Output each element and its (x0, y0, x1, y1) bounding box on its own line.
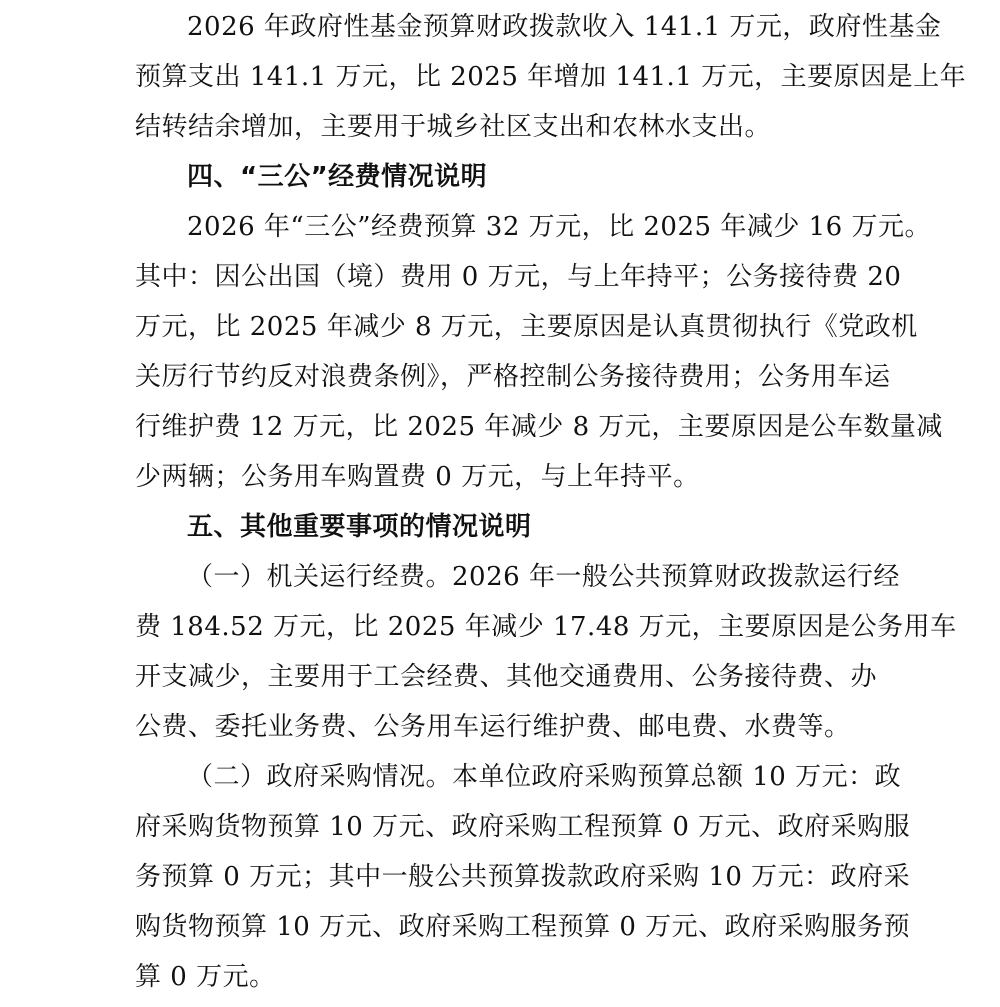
section-heading-four: 四、“三公”经费情况说明 (187, 162, 488, 192)
section-heading-five: 五、其他重要事项的情况说明 (187, 512, 532, 542)
paragraph-line: 务预算 0 万元；其中一般公共预算拨款政府采购 10 万元：政府采 (135, 862, 911, 892)
paragraph-line: 购货物预算 10 万元、政府采购工程预算 0 万元、政府采购服务预 (135, 912, 911, 942)
paragraph-line: 关厉行节约反对浪费条例》，严格控制公务接待费用；公务用车运 (135, 362, 891, 392)
paragraph-line: 行维护费 12 万元，比 2025 年减少 8 万元，主要原因是公车数量减 (135, 412, 943, 442)
paragraph-line: 其中：因公出国（境）费用 0 万元，与上年持平；公务接待费 20 (135, 262, 902, 292)
paragraph-line: 2026 年政府性基金预算财政拨款收入 141.1 万元，政府性基金 (187, 12, 942, 42)
paragraph-line: （二）政府采购情况。本单位政府采购预算总额 10 万元：政 (187, 762, 902, 792)
paragraph-line: 少两辆；公务用车购置费 0 万元，与上年持平。 (135, 462, 700, 492)
paragraph-line: 开支减少，主要用于工会经费、其他交通费用、公务接待费、办 (135, 662, 878, 692)
paragraph-line: （一）机关运行经费。2026 年一般公共预算财政拨款运行经 (187, 562, 900, 592)
paragraph-line: 费 184.52 万元，比 2025 年减少 17.48 万元，主要原因是公务用车 (135, 612, 957, 642)
paragraph-line: 2026 年“三公”经费预算 32 万元，比 2025 年减少 16 万元。 (187, 212, 931, 242)
paragraph-line: 预算支出 141.1 万元，比 2025 年增加 141.1 万元，主要原因是上年 (135, 62, 967, 92)
paragraph-line: 万元，比 2025 年减少 8 万元，主要原因是认真贯彻执行《党政机 (135, 312, 918, 342)
paragraph-line: 算 0 万元。 (135, 962, 276, 992)
paragraph-line: 结转结余增加，主要用于城乡社区支出和农林水支出。 (135, 112, 772, 142)
paragraph-line: 公费、委托业务费、公务用车运行维护费、邮电费、水费等。 (135, 712, 851, 742)
paragraph-line: 府采购货物预算 10 万元、政府采购工程预算 0 万元、政府采购服 (135, 812, 911, 842)
